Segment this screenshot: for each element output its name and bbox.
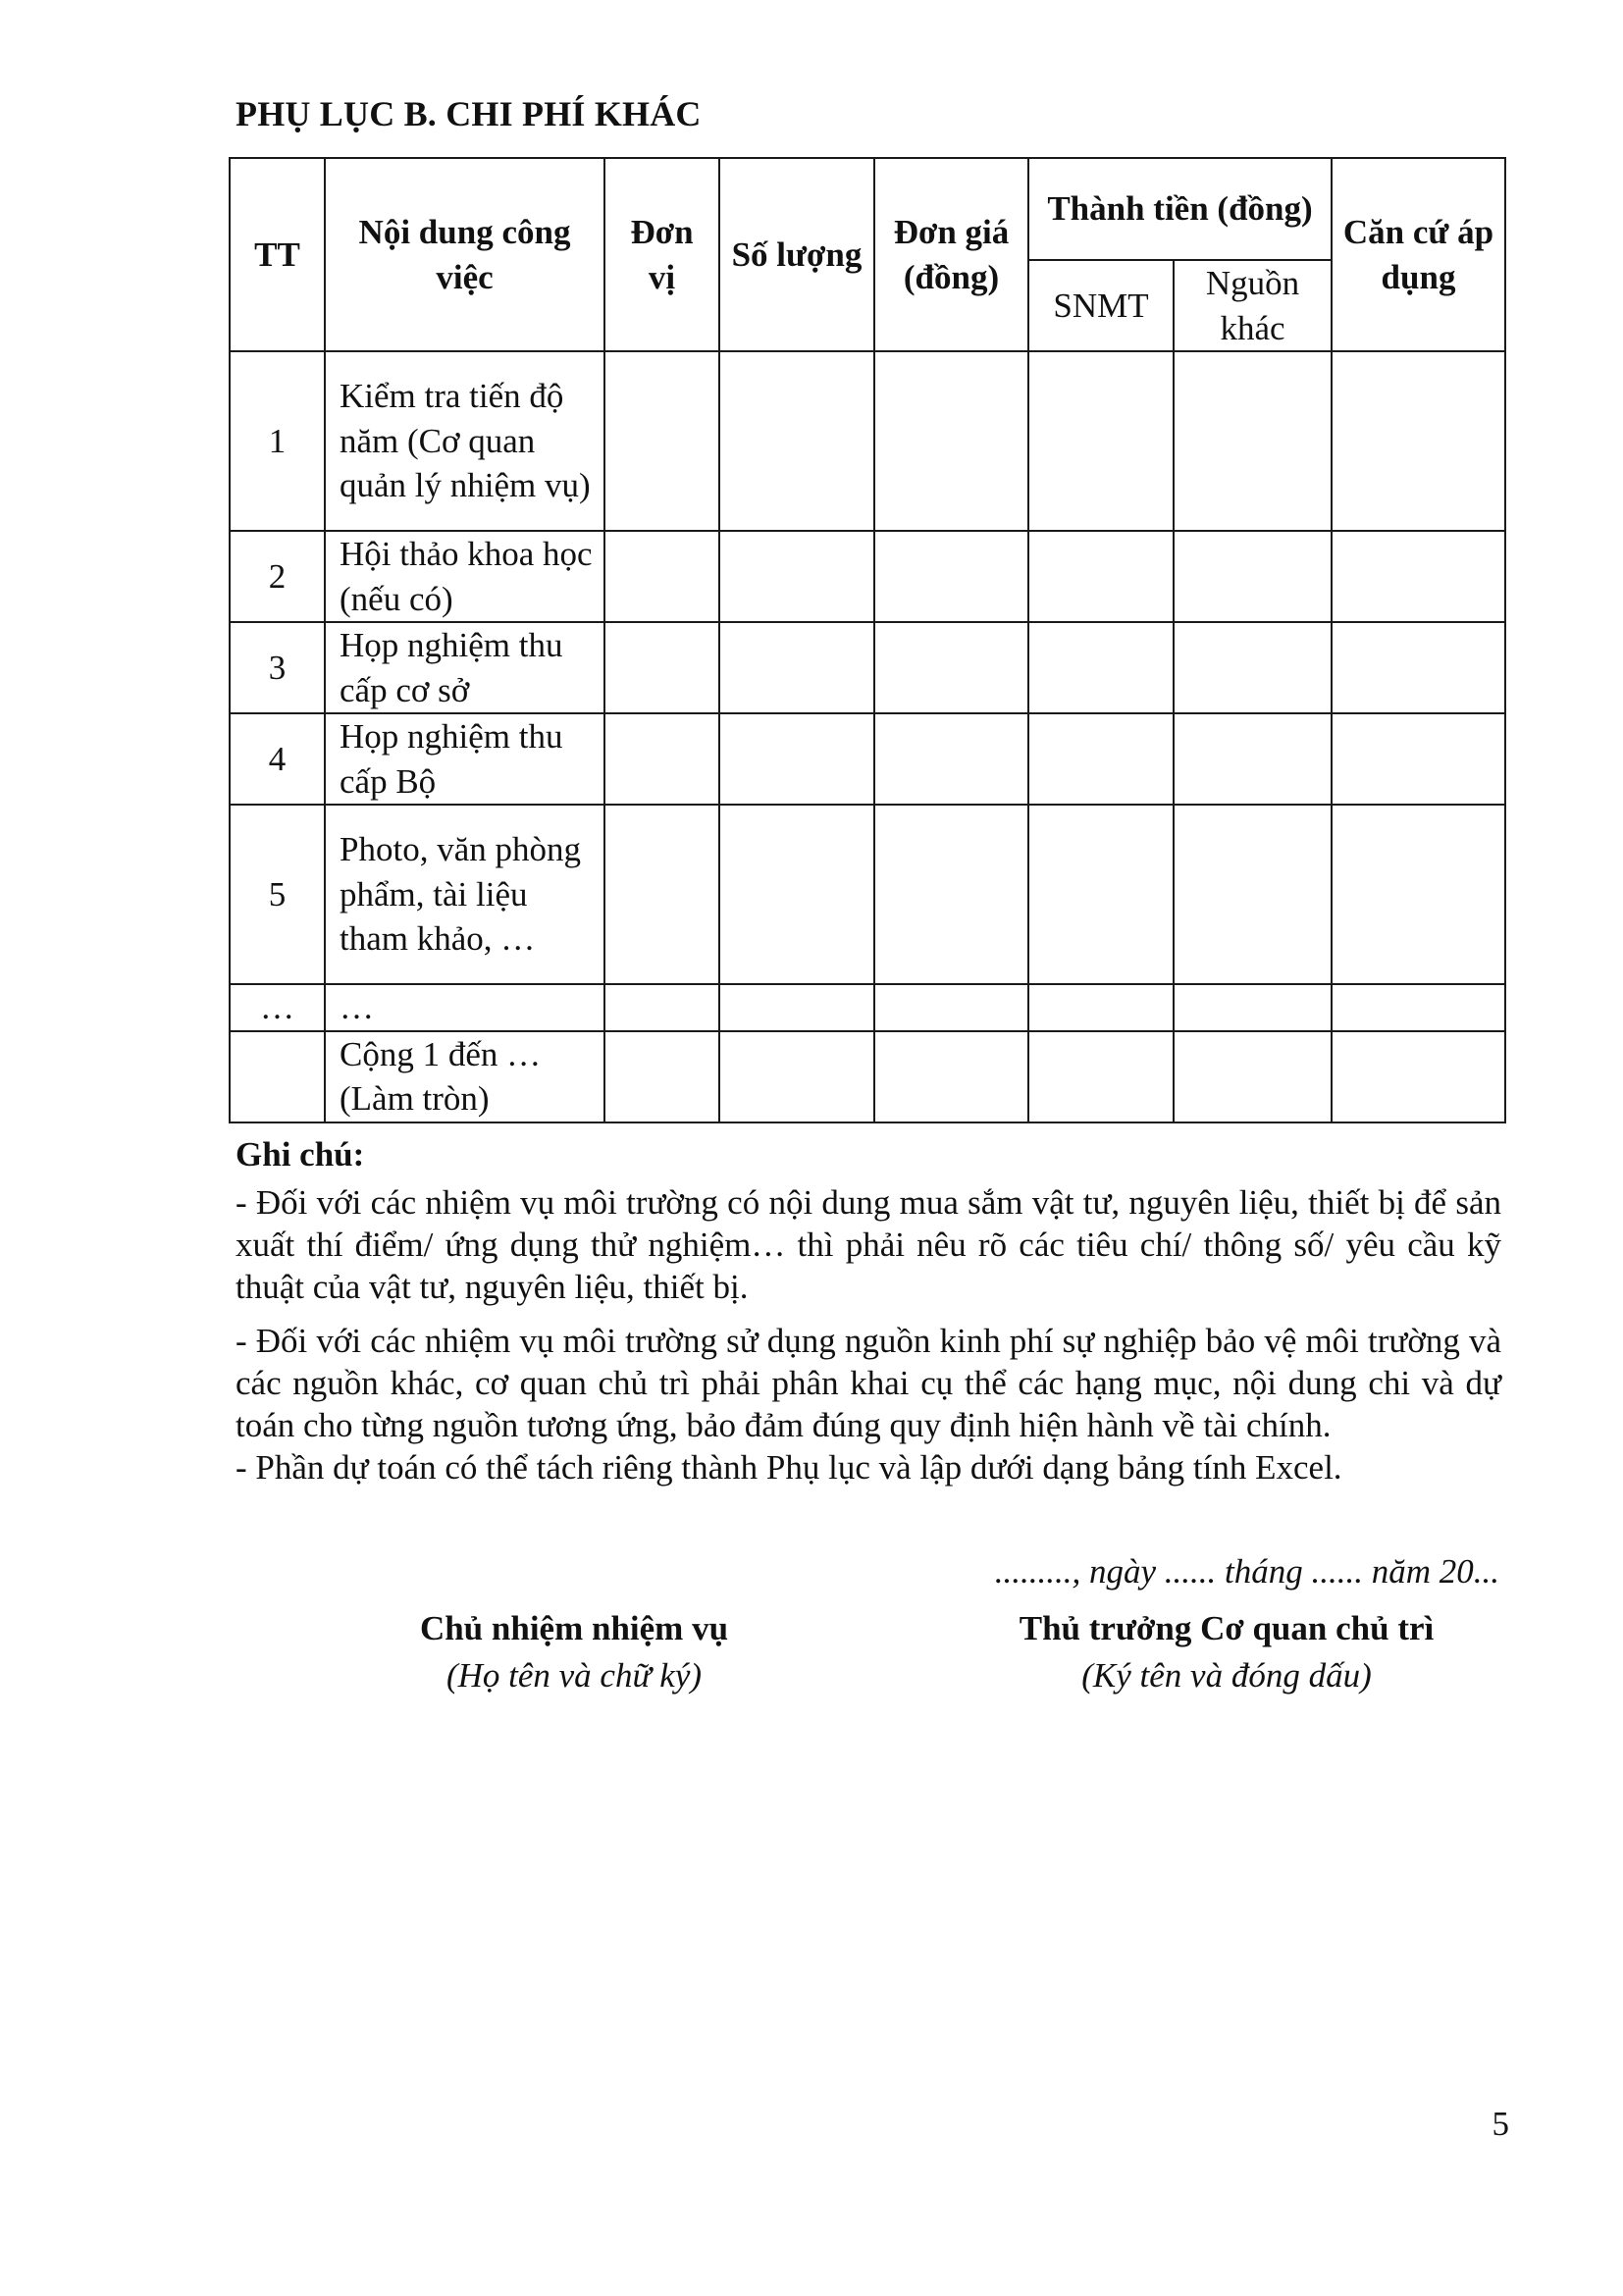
row-unit-cell — [604, 351, 719, 531]
notes-section — [236, 1133, 1501, 1488]
row-other-cell — [1174, 351, 1332, 531]
header-unit-price: Đơn giá (đồng) — [874, 158, 1028, 351]
table-row — [230, 622, 1505, 713]
row-quantity-cell — [719, 805, 874, 984]
row-snmt-cell — [1028, 805, 1174, 984]
row-unit-cell — [604, 984, 719, 1031]
signature-role: Chủ nhiệm nhiệm vụ — [419, 1609, 729, 1647]
row-basis-cell — [1332, 351, 1505, 531]
row-unit-cell — [604, 713, 719, 805]
row-unit-price-cell — [874, 713, 1028, 805]
row-quantity-cell — [719, 622, 874, 713]
row-basis-cell — [1332, 622, 1505, 713]
row-content: … — [325, 984, 604, 1031]
row-other-cell — [1174, 622, 1332, 713]
row-unit-cell — [604, 622, 719, 713]
row-tt: 5 — [230, 805, 325, 984]
table-row — [230, 531, 1505, 622]
row-content: Hội thảo khoa học (nếu có) — [325, 531, 604, 622]
table-row-total — [230, 1031, 1505, 1122]
note-item: - Phần dự toán có thể tách riêng thành Phụ lục và lập dưới dạng bảng tính Excel. — [236, 1448, 1342, 1487]
signature-hint: (Ký tên và đóng dấu) — [1081, 1656, 1372, 1695]
row-content: Kiểm tra tiến độ năm (Cơ quan quản lý nhiệm vụ) — [325, 351, 604, 531]
row-unit-cell — [604, 531, 719, 622]
row-unit-price-cell — [874, 622, 1028, 713]
row-other-cell — [1174, 713, 1332, 805]
row-other-cell — [1174, 984, 1332, 1031]
row-unit-price-cell — [874, 531, 1028, 622]
row-unit-cell — [604, 805, 719, 984]
row-other-cell — [1174, 1031, 1332, 1122]
row-other-cell — [1174, 531, 1332, 622]
header-basis: Căn cứ áp dụng — [1332, 158, 1505, 351]
header-tt: TT — [230, 158, 325, 351]
header-amount-other: Nguồn khác — [1174, 260, 1332, 351]
row-basis-cell — [1332, 805, 1505, 984]
row-other-cell — [1174, 805, 1332, 984]
header-content: Nội dung công việc — [325, 158, 604, 351]
signature-block-left — [388, 1605, 760, 1699]
row-unit-price-cell — [874, 805, 1028, 984]
row-quantity-cell — [719, 713, 874, 805]
date-line: ........., ngày ...... tháng ...... năm 20... — [994, 1552, 1499, 1591]
row-basis-cell — [1332, 713, 1505, 805]
signature-role: Thủ trưởng Cơ quan chủ trì — [1019, 1609, 1435, 1647]
row-tt: 2 — [230, 531, 325, 622]
row-unit-price-cell — [874, 984, 1028, 1031]
row-basis-cell — [1332, 1031, 1505, 1122]
signature-hint: (Họ tên và chữ ký) — [445, 1656, 703, 1695]
row-snmt-cell — [1028, 1031, 1174, 1122]
row-content: Họp nghiệm thu cấp cơ sở — [325, 622, 604, 713]
row-snmt-cell — [1028, 531, 1174, 622]
table-row — [230, 713, 1505, 805]
row-content: Cộng 1 đến … (Làm tròn) — [325, 1031, 604, 1122]
header-amount-snmt: SNMT — [1028, 260, 1174, 351]
signature-block-right — [981, 1605, 1472, 1699]
row-tt: … — [230, 984, 325, 1031]
note-item: - Đối với các nhiệm vụ môi trường sử dụng nguồn kinh phí sự nghiệp bảo vệ môi trường và các nguồn khác, cơ quan chủ trì phải phân khai cụ thể các hạng mục, nội dung chi và dự toán cho từng nguồn tương ứng, bảo đảm đúng quy định hiện hành về tài chính. — [236, 1322, 1501, 1444]
note-item: - Đối với các nhiệm vụ môi trường có nội dung mua sắm vật tư, nguyên liệu, thiết bị để sản xuất thí điểm/ ứng dụng thử nghiệm… thì phải nêu rõ các tiêu chí/ thông số/ yêu cầu kỹ thuật của vật tư, nguyên liệu, thiết bị. — [236, 1183, 1501, 1306]
row-basis-cell — [1332, 531, 1505, 622]
row-unit-price-cell — [874, 1031, 1028, 1122]
header-amount: Thành tiền (đồng) — [1028, 158, 1332, 260]
row-content: Photo, văn phòng phẩm, tài liệu tham khảo, … — [325, 805, 604, 984]
row-quantity-cell — [719, 351, 874, 531]
row-snmt-cell — [1028, 984, 1174, 1031]
row-tt: 1 — [230, 351, 325, 531]
row-tt — [230, 1031, 325, 1122]
row-tt: 3 — [230, 622, 325, 713]
table-row — [230, 805, 1505, 984]
row-snmt-cell — [1028, 713, 1174, 805]
page-number: 5 — [1492, 2105, 1509, 2143]
row-unit-price-cell — [874, 351, 1028, 531]
row-snmt-cell — [1028, 351, 1174, 531]
row-quantity-cell — [719, 1031, 874, 1122]
table-row — [230, 984, 1505, 1031]
header-quantity: Số lượng — [719, 158, 874, 351]
row-snmt-cell — [1028, 622, 1174, 713]
notes-heading: Ghi chú: — [236, 1135, 365, 1174]
row-quantity-cell — [719, 531, 874, 622]
row-quantity-cell — [719, 984, 874, 1031]
row-unit-cell — [604, 1031, 719, 1122]
page-title: PHỤ LỤC B. CHI PHÍ KHÁC — [236, 94, 702, 133]
header-unit: Đơn vị — [604, 158, 719, 351]
cost-table — [229, 157, 1506, 1123]
table-row — [230, 351, 1505, 531]
row-content: Họp nghiệm thu cấp Bộ — [325, 713, 604, 805]
row-basis-cell — [1332, 984, 1505, 1031]
row-tt: 4 — [230, 713, 325, 805]
